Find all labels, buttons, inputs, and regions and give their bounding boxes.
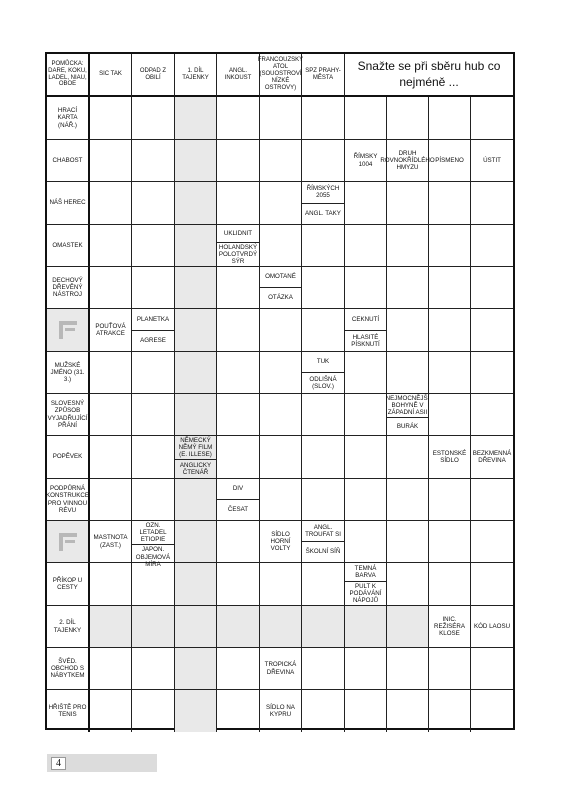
answer-cell[interactable] <box>471 563 513 606</box>
answer-cell[interactable] <box>471 182 513 225</box>
clue-cell <box>387 394 429 436</box>
answer-cell[interactable] <box>175 182 217 225</box>
clue-cell: KÓD LAOSU <box>471 606 513 648</box>
clue-part: NĚMECKÝ NĚMÝ FILM (E. ILLESE) <box>178 437 213 459</box>
clue-cell: PŘÍKOP U CESTY <box>47 563 90 606</box>
answer-cell[interactable] <box>302 436 345 479</box>
header-cell: FRANCOUZSKÝ ATOL (SOUOSTROVÍ NÍZKÉ OSTROVY) <box>260 54 302 97</box>
clue-part: OMOTANÉ <box>265 273 296 281</box>
answer-cell[interactable] <box>260 606 302 648</box>
publisher-logo-icon <box>59 321 77 339</box>
clue-cell <box>302 182 345 225</box>
answer-cell[interactable] <box>260 140 302 182</box>
clue-cell <box>345 563 387 606</box>
answer-cell[interactable] <box>302 309 345 352</box>
answer-cell[interactable] <box>302 479 345 521</box>
answer-cell[interactable] <box>471 690 513 732</box>
answer-cell[interactable] <box>387 521 429 563</box>
answer-cell[interactable] <box>132 267 175 309</box>
answer-cell[interactable] <box>175 690 217 732</box>
answer-cell[interactable] <box>429 225 471 267</box>
answer-cell[interactable] <box>471 648 513 690</box>
clue-cell: BEZKMENNÁ DŘEVINA <box>471 436 513 479</box>
clue-cell: ŘÍMSKY 1004 <box>345 140 387 182</box>
answer-cell[interactable] <box>471 309 513 352</box>
answer-cell[interactable] <box>175 606 217 648</box>
answer-cell[interactable] <box>90 225 132 267</box>
answer-cell[interactable] <box>471 521 513 563</box>
header-cell: SIC TAK <box>90 54 132 97</box>
answer-cell[interactable] <box>90 394 132 436</box>
answer-cell[interactable] <box>217 140 260 182</box>
clue-part: ČESAT <box>216 499 260 520</box>
answer-cell[interactable] <box>345 648 387 690</box>
answer-cell[interactable] <box>132 97 175 140</box>
answer-cell[interactable] <box>429 521 471 563</box>
clue-part: BURÁK <box>386 417 429 435</box>
clue-cell: INIC. REŽISÉRA KLOSE <box>429 606 471 648</box>
clue-part: HOLANDSKÝ POLOTVRDÝ SÝR <box>216 242 260 266</box>
answer-cell[interactable] <box>217 436 260 479</box>
answer-cell[interactable] <box>345 182 387 225</box>
answer-cell[interactable] <box>345 690 387 732</box>
answer-cell[interactable] <box>302 563 345 606</box>
answer-cell[interactable] <box>132 352 175 394</box>
answer-cell[interactable] <box>345 606 387 648</box>
answer-cell[interactable] <box>90 97 132 140</box>
answer-cell[interactable] <box>387 182 429 225</box>
answer-cell[interactable] <box>175 352 217 394</box>
clue-cell: NÁŠ HEREC <box>47 182 90 225</box>
answer-cell[interactable] <box>260 436 302 479</box>
answer-cell[interactable] <box>175 521 217 563</box>
answer-cell[interactable] <box>345 97 387 140</box>
answer-cell[interactable] <box>471 394 513 436</box>
puzzle-title: Snažte se při sběru hub co nejméně ... <box>345 54 513 97</box>
clue-part: ŘÍMSKÝCH 2055 <box>306 185 340 200</box>
answer-cell[interactable] <box>132 394 175 436</box>
answer-cell[interactable] <box>387 606 429 648</box>
answer-cell[interactable] <box>90 267 132 309</box>
clue-cell <box>217 225 260 267</box>
answer-cell[interactable] <box>429 394 471 436</box>
answer-cell[interactable] <box>302 394 345 436</box>
answer-cell[interactable] <box>345 479 387 521</box>
clue-cell <box>175 436 217 479</box>
clue-cell: CHABOST <box>47 140 90 182</box>
clue-cell: MASTNOTA (ZAST.) <box>90 521 132 563</box>
answer-cell[interactable] <box>345 436 387 479</box>
answer-cell[interactable] <box>260 97 302 140</box>
answer-cell[interactable] <box>90 479 132 521</box>
answer-cell[interactable] <box>302 140 345 182</box>
answer-cell[interactable] <box>175 394 217 436</box>
answer-cell[interactable] <box>387 690 429 732</box>
answer-cell[interactable] <box>471 225 513 267</box>
answer-cell[interactable] <box>260 563 302 606</box>
clue-part: ANGLICKY ČTENÁŘ <box>174 459 217 478</box>
page-footer <box>47 754 157 772</box>
clue-cell: HRACÍ KARTA (NÁŘ.) <box>47 97 90 140</box>
answer-cell[interactable] <box>217 690 260 732</box>
clue-cell <box>302 521 345 563</box>
answer-cell[interactable] <box>217 521 260 563</box>
clue-cell: ESTONSKÉ SÍDLO <box>429 436 471 479</box>
answer-cell[interactable] <box>217 352 260 394</box>
answer-cell[interactable] <box>471 352 513 394</box>
answer-cell[interactable] <box>429 267 471 309</box>
answer-cell[interactable] <box>387 97 429 140</box>
clue-part: TUK <box>316 358 330 366</box>
clue-part: JAPON. OBJEMOVÁ MÍRA <box>131 544 175 568</box>
clue-cell: TROPICKÁ DŘEVINA <box>260 648 302 690</box>
answer-cell[interactable] <box>217 309 260 352</box>
clue-cell <box>260 267 302 309</box>
answer-cell[interactable] <box>175 648 217 690</box>
answer-cell[interactable] <box>260 352 302 394</box>
clue-part: ŠKOLNÍ SÍŇ <box>301 541 345 562</box>
clue-cell: SÍDLO HORNÍ VOLTY <box>260 521 302 563</box>
answer-cell[interactable] <box>90 606 132 648</box>
clue-part: PLANETKA <box>136 315 170 323</box>
clue-cell: PODPŮRNÁ KONSTRUKCE PRO VINNOU RÉVU <box>47 479 90 521</box>
clue-part: ANGL. TROUFAT SI <box>305 523 341 538</box>
answer-cell[interactable] <box>345 267 387 309</box>
clue-cell: OMASTEK <box>47 225 90 267</box>
clue-cell: MUŽSKÉ JMÉNO (31. 3.) <box>47 352 90 394</box>
answer-cell[interactable] <box>302 606 345 648</box>
answer-cell[interactable] <box>132 563 175 606</box>
clue-part: AGRESE <box>131 330 175 352</box>
answer-cell[interactable] <box>302 648 345 690</box>
logo-cell <box>47 309 90 352</box>
clue-cell: POPĚVEK <box>47 436 90 479</box>
answer-cell[interactable] <box>260 479 302 521</box>
clue-cell <box>217 479 260 521</box>
answer-cell[interactable] <box>132 225 175 267</box>
answer-cell[interactable] <box>132 690 175 732</box>
answer-cell[interactable] <box>175 225 217 267</box>
clue-cell: DECHOVÝ DŘEVĚNÝ NÁSTROJ <box>47 267 90 309</box>
answer-cell[interactable] <box>471 267 513 309</box>
answer-cell[interactable] <box>260 225 302 267</box>
answer-cell[interactable] <box>90 352 132 394</box>
answer-cell[interactable] <box>90 140 132 182</box>
answer-cell[interactable] <box>429 563 471 606</box>
clue-cell: SÍDLO NA KYPRU <box>260 690 302 732</box>
answer-cell[interactable] <box>175 309 217 352</box>
answer-cell[interactable] <box>260 182 302 225</box>
answer-cell[interactable] <box>90 563 132 606</box>
answer-cell[interactable] <box>132 140 175 182</box>
answer-cell[interactable] <box>302 97 345 140</box>
answer-cell[interactable] <box>387 436 429 479</box>
clue-part: DIV <box>232 485 244 493</box>
answer-cell[interactable] <box>387 309 429 352</box>
answer-cell[interactable] <box>429 648 471 690</box>
header-cell: 1. DÍL TAJENKY <box>175 54 217 97</box>
logo-cell <box>47 521 90 563</box>
answer-cell[interactable] <box>387 648 429 690</box>
answer-cell[interactable] <box>132 436 175 479</box>
answer-cell[interactable] <box>260 309 302 352</box>
answer-cell[interactable] <box>429 352 471 394</box>
answer-cell[interactable] <box>387 267 429 309</box>
answer-cell[interactable] <box>132 648 175 690</box>
answer-cell[interactable] <box>217 182 260 225</box>
clue-part: OTÁZKA <box>259 287 302 308</box>
answer-cell[interactable] <box>302 225 345 267</box>
clue-cell <box>345 309 387 352</box>
answer-cell[interactable] <box>90 436 132 479</box>
crossword-grid <box>45 52 515 730</box>
answer-cell[interactable] <box>471 479 513 521</box>
answer-cell[interactable] <box>387 563 429 606</box>
clue-part: CEKNUTÍ <box>351 315 380 323</box>
clue-part: PULT K PODÁVÁNÍ NÁPOJŮ <box>344 581 387 605</box>
answer-cell[interactable] <box>429 97 471 140</box>
clue-cell: HŘIŠTĚ PRO TENIS <box>47 690 90 732</box>
answer-cell[interactable] <box>90 182 132 225</box>
answer-cell[interactable] <box>471 97 513 140</box>
clue-cell: DRUH ROVNOKŘÍDLÉHO HMYZU <box>387 140 429 182</box>
answer-cell[interactable] <box>345 225 387 267</box>
answer-cell[interactable] <box>217 563 260 606</box>
answer-cell[interactable] <box>429 479 471 521</box>
clue-part: ODLIŠNÁ (SLOV.) <box>301 372 345 393</box>
answer-cell[interactable] <box>429 309 471 352</box>
header-cell: SPZ PRAHY-MĚSTA <box>302 54 345 97</box>
answer-cell[interactable] <box>175 267 217 309</box>
answer-cell[interactable] <box>175 563 217 606</box>
clue-part: NEJMOCNĚJŠÍ BOHYNĚ V ZÁPADNÍ ASII <box>385 395 430 417</box>
header-cell: POMŮCKA: DARE, KOKU, LADEL, NIAU, OBOE <box>47 54 90 97</box>
answer-cell[interactable] <box>175 479 217 521</box>
answer-cell[interactable] <box>260 394 302 436</box>
answer-cell[interactable] <box>387 352 429 394</box>
clue-part: TEMNÁ BARVA <box>354 564 377 579</box>
answer-cell[interactable] <box>387 479 429 521</box>
clue-part: UKLIDNIT <box>223 229 253 237</box>
answer-cell[interactable] <box>217 267 260 309</box>
answer-cell[interactable] <box>90 648 132 690</box>
answer-cell[interactable] <box>175 140 217 182</box>
answer-cell[interactable] <box>132 182 175 225</box>
answer-cell[interactable] <box>217 394 260 436</box>
answer-cell[interactable] <box>217 648 260 690</box>
page-number: 4 <box>51 757 66 770</box>
clue-cell: POUŤOVÁ ATRAKCE <box>90 309 132 352</box>
clue-cell: ŠVÉD. OBCHOD S NÁBYTKEM <box>47 648 90 690</box>
clue-cell: 2. DÍL TAJENKY <box>47 606 90 648</box>
answer-cell[interactable] <box>387 225 429 267</box>
answer-cell[interactable] <box>345 352 387 394</box>
clue-part: ANGL. TAKY <box>301 203 345 225</box>
clue-part: OZN. LETADEL ETIOPIE <box>139 522 167 544</box>
clue-part: HLASITÉ PÍSKNUTÍ <box>344 330 387 352</box>
answer-cell[interactable] <box>217 97 260 140</box>
clue-cell: SLOVESNÝ ZPŮSOB VYJADŘUJÍCÍ PŘÁNÍ <box>47 394 90 436</box>
clue-cell <box>132 521 175 568</box>
answer-cell[interactable] <box>345 521 387 563</box>
answer-cell[interactable] <box>132 606 175 648</box>
answer-cell[interactable] <box>302 690 345 732</box>
answer-cell[interactable] <box>302 267 345 309</box>
clue-cell: ÚSTIT <box>471 140 513 182</box>
answer-cell[interactable] <box>429 182 471 225</box>
header-cell: ODPAD Z OBILÍ <box>132 54 175 97</box>
answer-cell[interactable] <box>345 394 387 436</box>
answer-cell[interactable] <box>132 479 175 521</box>
answer-cell[interactable] <box>429 690 471 732</box>
clue-cell <box>132 309 175 352</box>
answer-cell[interactable] <box>217 606 260 648</box>
answer-cell[interactable] <box>90 690 132 732</box>
answer-cell[interactable] <box>175 97 217 140</box>
clue-cell <box>302 352 345 394</box>
publisher-logo-icon <box>59 533 77 551</box>
clue-cell: PÍSMENO <box>429 140 471 182</box>
header-cell: ANGL. INKOUST <box>217 54 260 97</box>
